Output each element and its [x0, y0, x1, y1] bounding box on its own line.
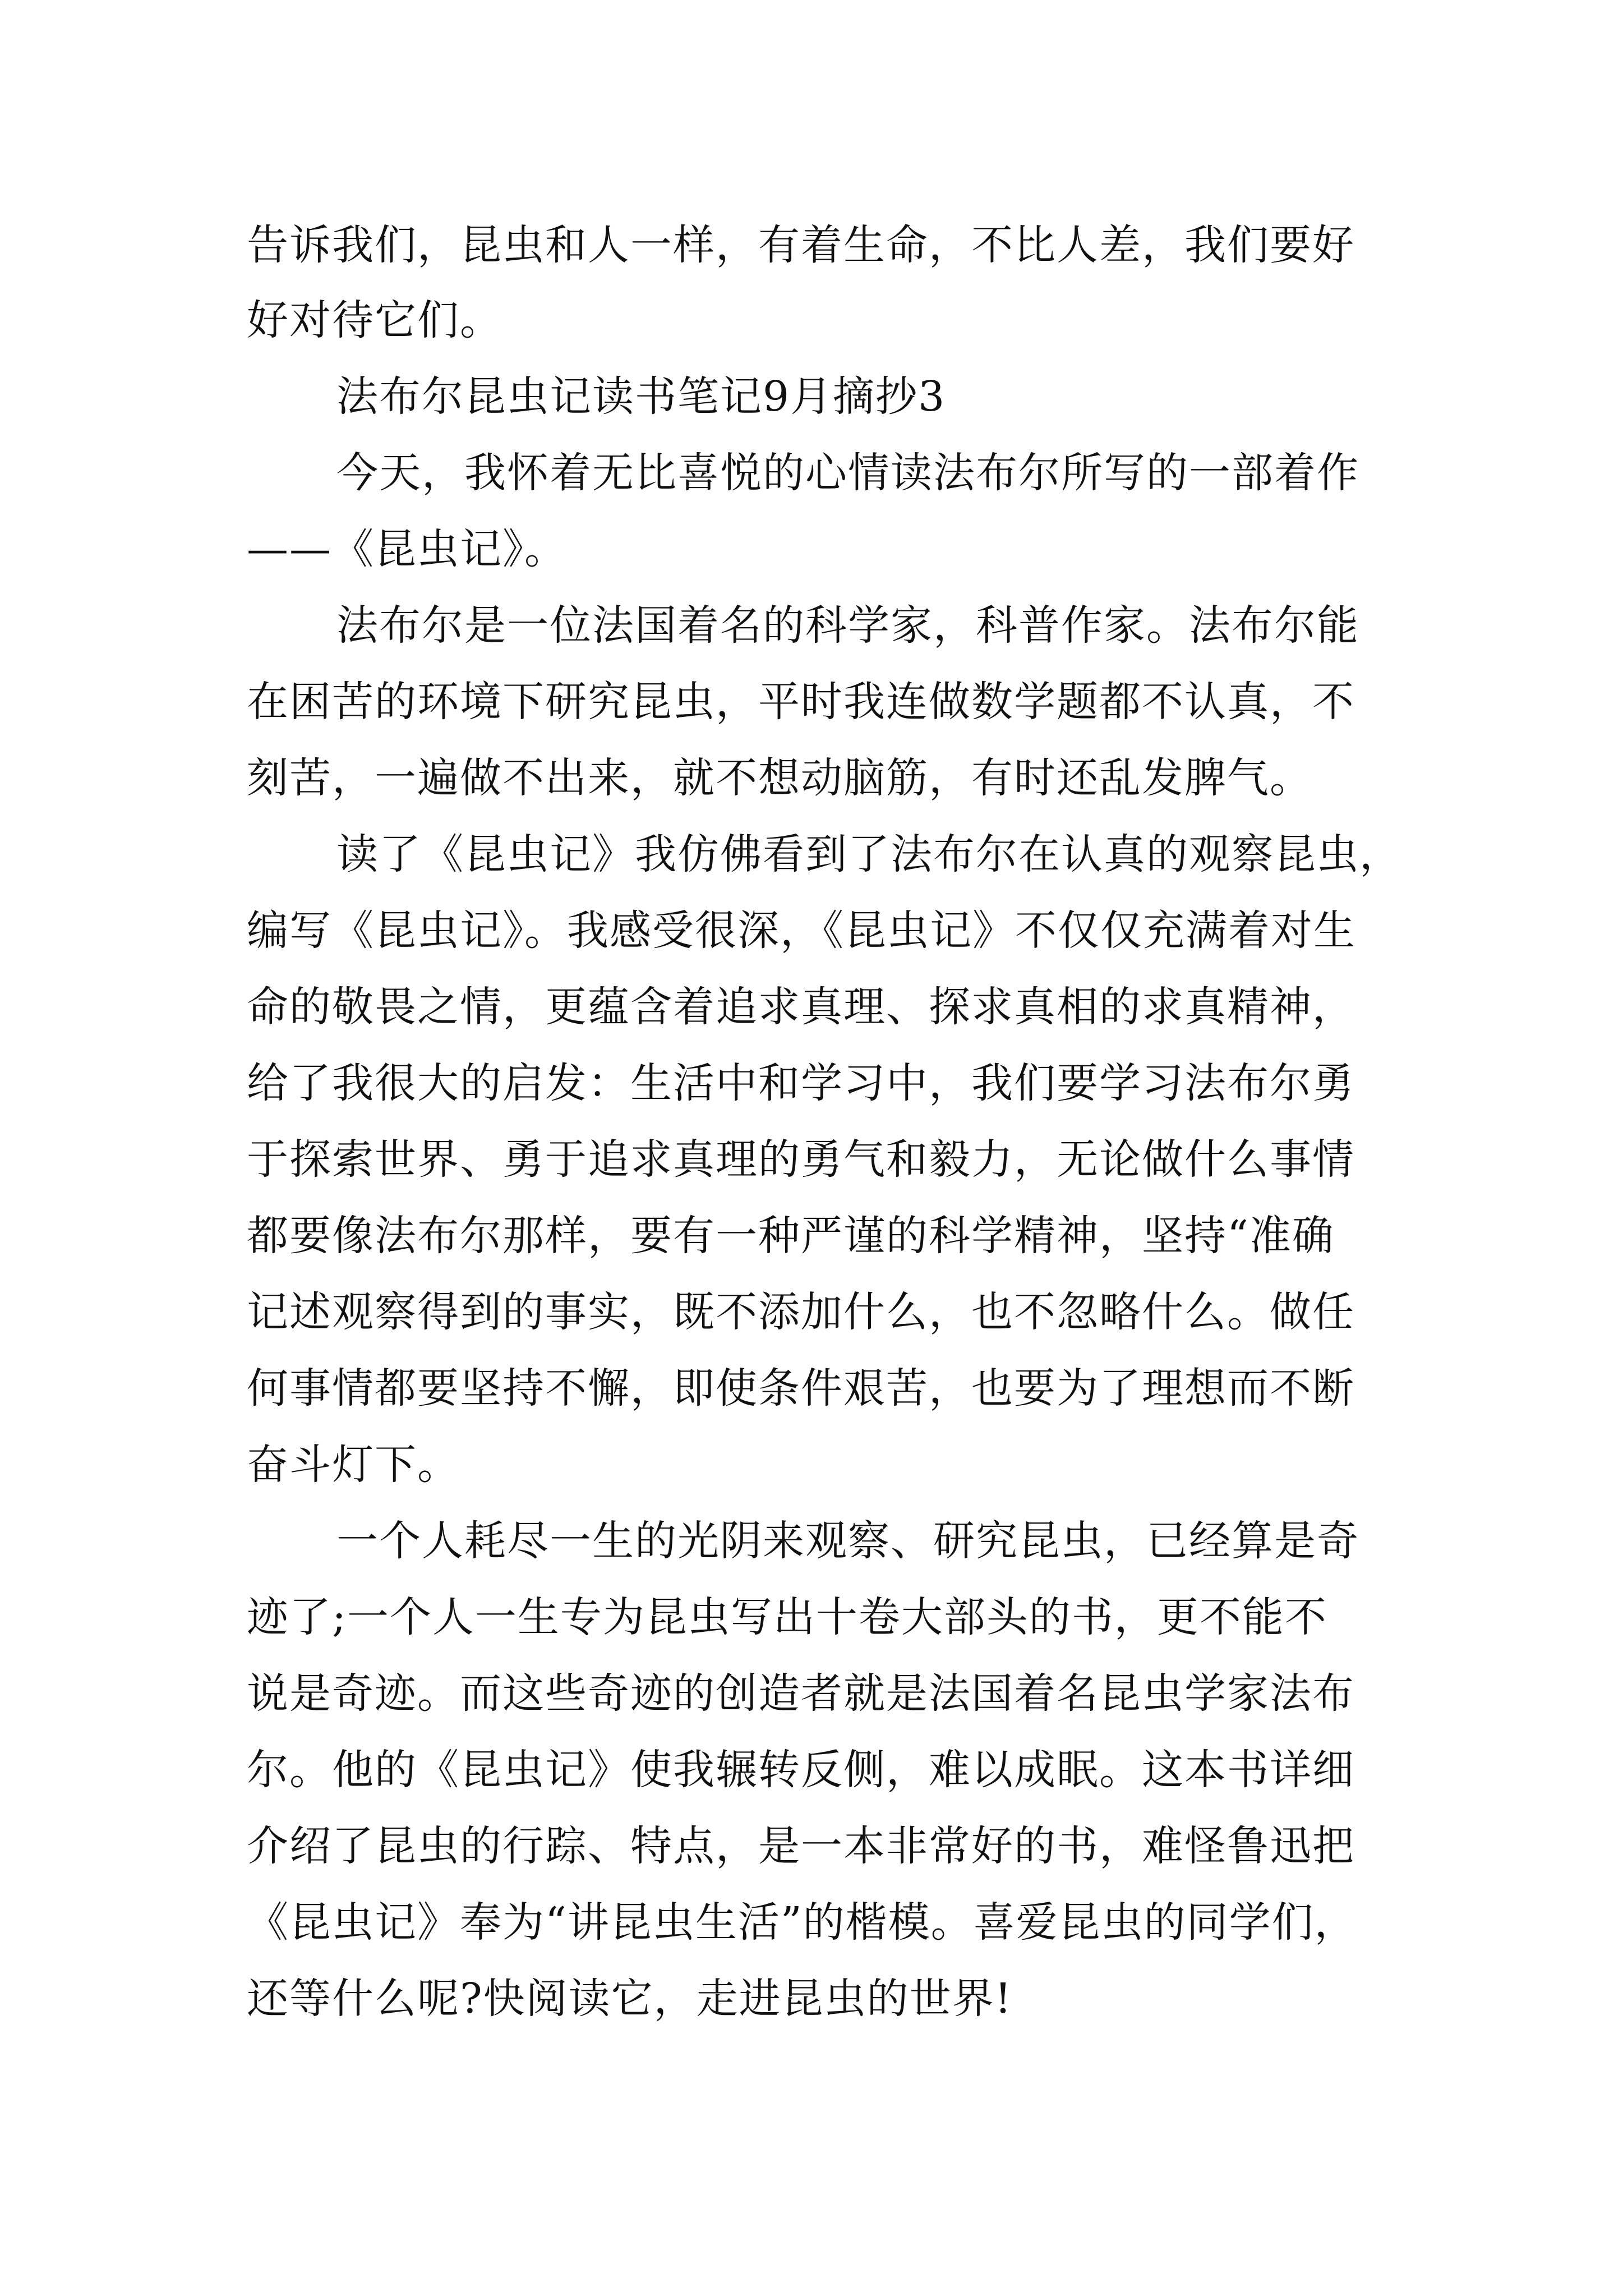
- text-line: 《昆虫记》奉为“讲昆虫生活”的楷模。喜爱昆虫的同学们，: [247, 1898, 1357, 1947]
- section-heading: 法布尔昆虫记读书笔记9月摘抄3: [336, 372, 946, 421]
- text-line: 好对待它们。: [247, 296, 502, 344]
- text-line: 迹了;一个人一生专为昆虫写出十卷大部头的书，更不能不: [247, 1593, 1327, 1641]
- text-line: 今天，我怀着无比喜悦的心情读法布尔所写的一部着作: [336, 449, 1359, 497]
- text-line: 说是奇迹。而这些奇迹的创造者就是法国着名昆虫学家法布: [247, 1669, 1355, 1718]
- text-line: 于探索世界、勇于追求真理的勇气和毅力，无论做什么事情: [247, 1135, 1355, 1184]
- text-line: 还等什么呢?快阅读它，走进昆虫的世界!: [247, 1975, 1013, 2023]
- text-line: 介绍了昆虫的行踪、特点，是一本非常好的书，难怪鲁迅把: [247, 1822, 1355, 1870]
- text-line: 都要像法布尔那样，要有一种严谨的科学精神，坚持“准确: [247, 1212, 1335, 1260]
- text-line: 在困苦的环境下研究昆虫，平时我连做数学题都不认真，不: [247, 678, 1355, 726]
- text-line: 编写《昆虫记》。我感受很深，《昆虫记》不仅仅充满着对生: [247, 907, 1356, 955]
- text-line: 奋斗灯下。: [247, 1441, 460, 1489]
- text-line: 告诉我们，昆虫和人一样，有着生命，不比人差，我们要好: [247, 221, 1355, 269]
- text-line: 给了我很大的启发：生活中和学习中，我们要学习法布尔勇: [247, 1059, 1355, 1107]
- text-line: 尔。他的《昆虫记》使我辗转反侧，难以成眠。这本书详细: [247, 1746, 1355, 1794]
- text-line: 记述观察得到的事实，既不添加什么，也不忽略什么。做任: [247, 1288, 1355, 1336]
- text-line: 刻苦，一遍做不出来，就不想动脑筋，有时还乱发脾气。: [247, 754, 1312, 802]
- text-line: 法布尔是一位法国着名的科学家，科普作家。法布尔能: [336, 601, 1359, 650]
- text-line: 命的敬畏之情，更蕴含着追求真理、探求真相的求真精神，: [247, 983, 1355, 1031]
- text-line: 读了《昆虫记》我仿佛看到了法布尔在认真的观察昆虫，: [336, 830, 1402, 878]
- text-line: 一个人耗尽一生的光阴来观察、研究昆虫，已经算是奇: [336, 1517, 1359, 1565]
- text-line: ——《昆虫记》。: [247, 525, 567, 573]
- text-line: 何事情都要坚持不懈，即使条件艰苦，也要为了理想而不断: [247, 1364, 1355, 1412]
